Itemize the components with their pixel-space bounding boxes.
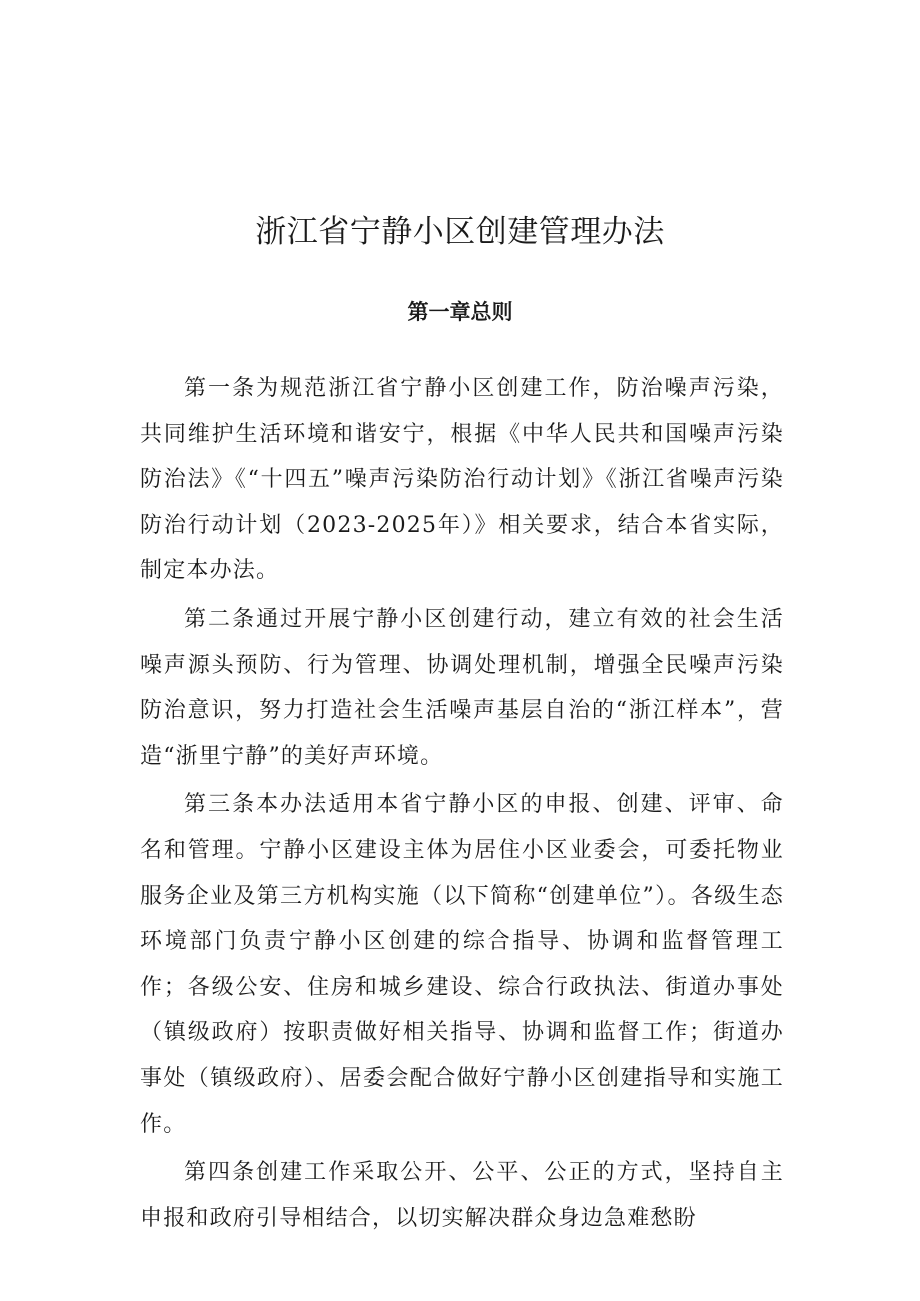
article-1-paragraph: 第一条为规范浙江省宁静小区创建工作，防治噪声污染，共同维护生活环境和谐安宁，根据《中华人民共和国噪声污染防治法》《“十四五”噪声污染防治行动计划》《浙江省噪声污染防治行动计划（2023-2025年）》相关要求，结合本省实际，制定本办法。 (140, 376, 784, 584)
document-title: 浙江省宁静小区创建管理办法 (255, 214, 665, 250)
article-3-paragraph: 第三条本办法适用本省宁静小区的申报、创建、评审、命名和管理。宁静小区建设主体为居住小区业委会，可委托物业服务企业及第三方机构实施（以下简称“创建单位”）。各级生态环境部门负责宁静小区创建的综合指导、协调和监督管理工作；各级公安、住房和城乡建设、综合行政执法、街道办事处（镇级政府）按职责做好相关指导、协调和监督工作；街道办事处（镇级政府）、居委会配合做好宁静小区创建指导和实施工作。 (140, 792, 784, 1137)
document-body (140, 366, 784, 1244)
article-4-paragraph: 第四条创建工作采取公开、公平、公正的方式，坚持自主申报和政府引导相结合，以切实解决群众身边急难愁盼 (140, 1160, 784, 1231)
chapter-heading: 第一章总则 (407, 299, 513, 324)
article-2-paragraph: 第二条通过开展宁静小区创建行动，建立有效的社会生活噪声源头预防、行为管理、协调处理机制，增强全民噪声污染防治意识，努力打造社会生活噪声基层自治的“浙江样本”，营造“浙里宁静”的美好声环境。 (140, 606, 784, 769)
